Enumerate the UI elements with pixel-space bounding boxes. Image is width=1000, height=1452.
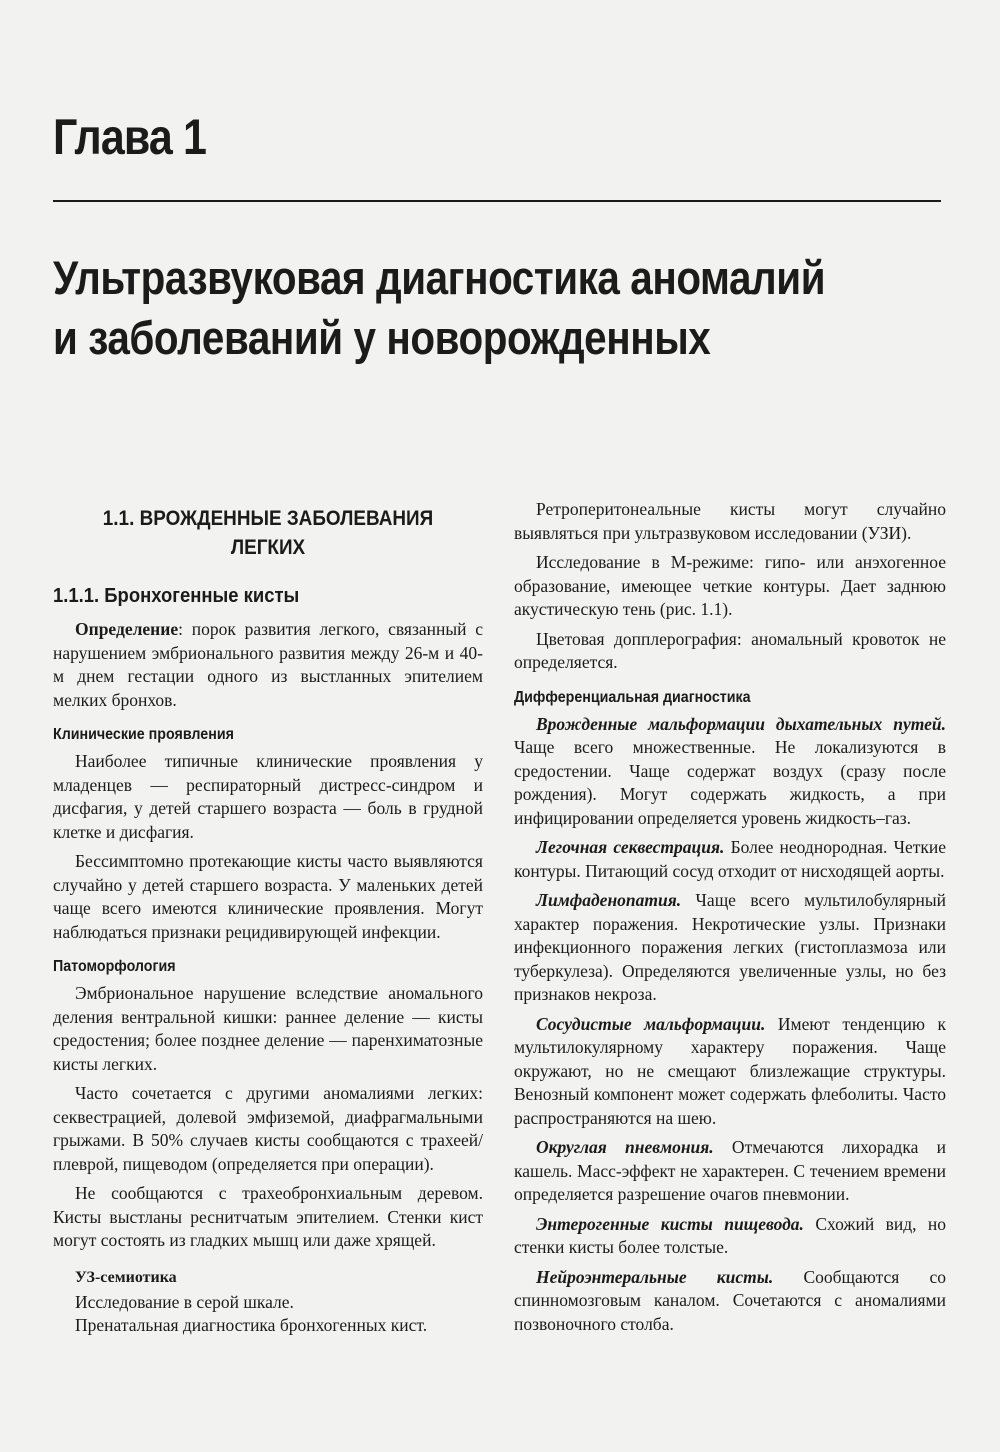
right-paragraph-1: Ретроперитонеальные кисты могут случайно выявляться при ультразвуковом исследовании (УЗИ). (514, 499, 946, 543)
pathomorphology-heading: Патоморфология (53, 958, 176, 975)
differential-term: Врожденные мальформации дыхательных путей. (536, 713, 946, 734)
differential-item (514, 836, 946, 883)
page-title-line-1: Ультразвуковая диагностика аномалий (53, 251, 826, 304)
differential-text: Схожий вид, но стенки кисты более толстые. (514, 1213, 946, 1257)
pathomorphology-paragraph-1: Эмбриональное нарушение вследствие аномального деления вентральной кишки: раннее деление — кисты средостения; более позднее деление — паренхиматозные кисты легких. (53, 983, 483, 1074)
differential-text: Чаще всего мультилобулярный характер поражения. Некротические узлы. Признаки инфекционного поражения легких (гистоплазмоза или туберкулеза). Определяются увеличенные узлы, но без признаков некроза. (514, 890, 946, 1004)
differential-item (514, 889, 946, 1007)
differential-item (514, 1213, 946, 1260)
differential-text: Сообщаются со спинномозговым каналом. Сочетаются с аномалиями позвоночного столба. (514, 1266, 946, 1334)
differential-text: Имеют тенденцию к мультилокулярному характеру поражения. Чаще окружают, но не смещают близлежащие структуры. Венозный компонент может содержать флеболиты. Часто распространяются на шею. (514, 1013, 947, 1128)
section-title: 1.1. ВРОЖДЕННЫЕ ЗАБОЛЕВАНИЯ ЛЕГКИХ (102, 507, 434, 559)
differential-text: Отмечаются лихорадка и кашель. Масс-эффект не характерен. С течением времени определяется разрешение очагов пневмонии. (514, 1137, 946, 1204)
chapter-title: Глава 1 (53, 109, 207, 165)
us-line-2: Пренатальная диагностика бронхогенных кист. (75, 1315, 428, 1335)
clinical-paragraph-2: Бессимптомно протекающие кисты часто выявляются случайно у детей старшего возраста. У маленьких детей чаще всего имеются клинические проявления. Могут наблюдаться признаки рецидивирующей инфекции. (53, 851, 483, 942)
differential-heading: Дифференциальная диагностика (514, 688, 751, 706)
pathomorphology-paragraph-2: Часто сочетается с другими аномалиями легких: секвестрацией, долевой эмфиземой, диафрагмальными грыжами. В 50% случаев кисты сообщаются с трахеей/плеврой, пищеводом (определяется при операции). (53, 1083, 483, 1174)
definition-text: : порок развития легкого, связанный с нарушением эмбрионального развития между 26-м и 40-м днем гестации одного из выстланных эпителием мелких бронхов. (53, 619, 483, 710)
page-title (53, 248, 825, 368)
right-paragraph-3: Цветовая допплерография: аномальный кровоток не определяется. (514, 628, 946, 672)
left-column (53, 500, 483, 1338)
us-line-1: Исследование в серой шкале. (75, 1291, 294, 1312)
definition-paragraph (53, 618, 483, 712)
differential-item (514, 1266, 946, 1337)
differential-term: Округлая пневмония. (536, 1137, 714, 1157)
us-semiotics-heading: УЗ-семиотика (75, 1268, 177, 1286)
clinical-heading: Клинические проявления (53, 726, 234, 743)
right-paragraph-2: Исследование в М-режиме: гипо- или анэхогенное образование, имеющее четкие контуры. Дает заднюю акустическую тень (рис. 1.1). (514, 552, 946, 619)
definition-term: Определение (75, 619, 179, 639)
differential-term: Энтерогенные кисты пищевода. (536, 1213, 804, 1234)
chapter-divider (53, 200, 941, 202)
differential-term: Легочная секвестрация. (536, 837, 725, 857)
clinical-paragraph-1: Наиболее типичные клинические проявления у младенцев — респираторный дистресс-синдром и дисфагия, у детей старшего возраста — боль в грудной клетке и дисфагия. (53, 751, 483, 842)
differential-term: Лимфаденопатия. (536, 890, 682, 910)
page-title-line-2: и заболеваний у новорожденных (53, 311, 711, 364)
right-column (514, 498, 946, 1342)
subsection-title: 1.1.1. Бронхогенные кисты (53, 584, 300, 607)
pathomorphology-paragraph-3: Не сообщаются с трахеобронхиальным деревом. Кисты выстланы реснитчатым эпителием. Стенки кист могут состоять из гладких мышц или даже хрящей. (53, 1183, 483, 1250)
differential-term: Нейроэнтеральные кисты. (536, 1266, 774, 1287)
differential-item (514, 713, 946, 831)
differential-item (514, 1136, 946, 1207)
differential-text: Чаще всего множественные. Не локализуются в средостении. Чаще содержат воздух (сразу после рождения). Могут содержать жидкость, а при инфицировании определяется уровень жидкость–газ. (514, 737, 946, 828)
differential-item (514, 1013, 946, 1131)
differential-text: Более неоднородная. Четкие контуры. Питающий сосуд отходит от нисходящей аорты. (514, 837, 946, 881)
differential-term: Сосудистые мальформации. (536, 1013, 766, 1034)
